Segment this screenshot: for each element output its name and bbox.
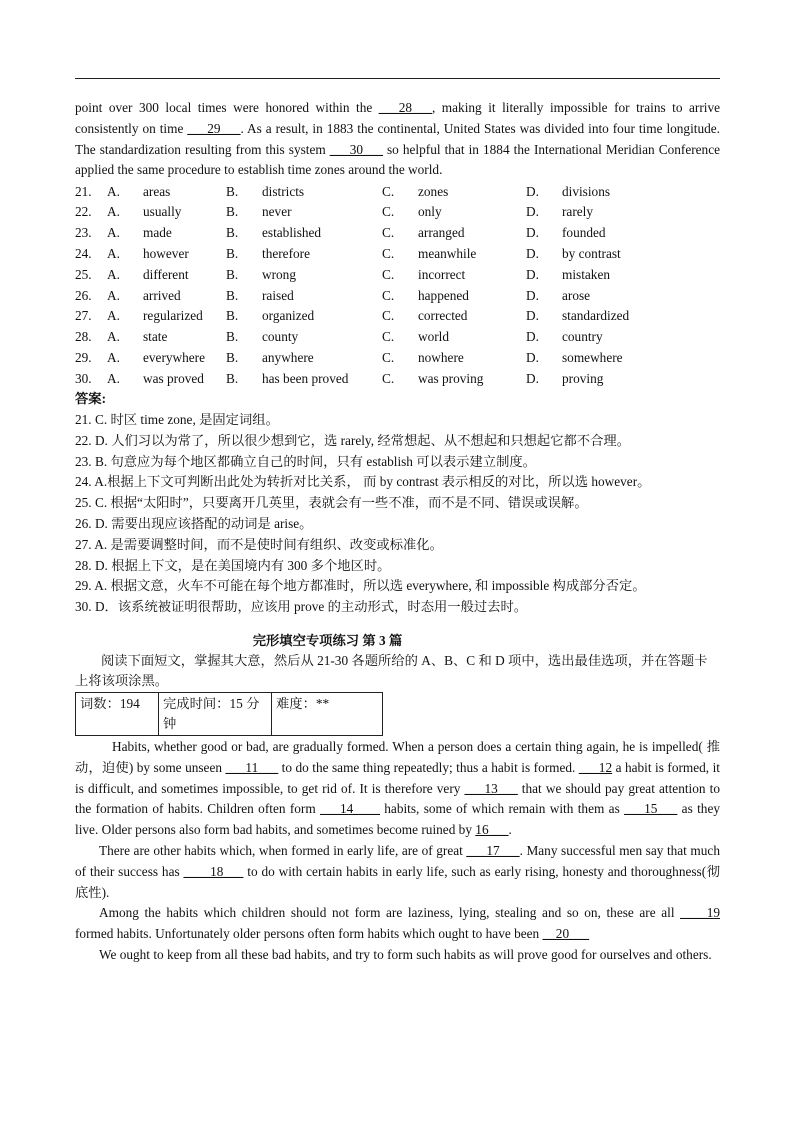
answers-list — [75, 410, 720, 618]
option-b: anywhere — [262, 349, 314, 365]
question-number: 30. — [75, 370, 92, 386]
question-number: 22. — [75, 204, 92, 220]
option-row — [75, 244, 712, 265]
option-c: happened — [418, 287, 469, 303]
option-letter-d: D. — [526, 308, 539, 324]
option-row — [75, 285, 712, 306]
option-row — [75, 223, 712, 244]
option-letter-a: A. — [107, 183, 120, 199]
option-c: nowhere — [418, 349, 464, 365]
option-a: usually — [143, 204, 182, 220]
answer-line: 22. D. 人们习以为常了，所以很少想到它，选 rarely, 经常想起、从不想起和只想起它都不合理。 — [75, 432, 630, 448]
answer-line: 27. A. 是需要调整时间，而不是使时间有组织、改变或标准化。 — [75, 536, 443, 552]
passage-text: a habit is formed, it is difficult, and sometimes impossible, to get rid of. It is therefore very — [75, 759, 720, 796]
passage-ending — [75, 98, 720, 181]
option-letter-c: C. — [382, 225, 395, 241]
option-c: meanwhile — [418, 245, 477, 261]
option-letter-d: D. — [526, 204, 539, 220]
option-letter-d: D. — [526, 225, 539, 241]
page-content — [75, 98, 720, 966]
option-letter-b: B. — [226, 245, 239, 261]
option-row — [75, 306, 712, 327]
option-letter-c: C. — [382, 370, 395, 386]
option-a: however — [143, 245, 189, 261]
option-row — [75, 368, 712, 389]
question-number: 27. — [75, 308, 92, 324]
option-letter-b: B. — [226, 349, 239, 365]
option-row — [75, 348, 712, 369]
option-letter-a: A. — [107, 349, 120, 365]
option-letter-b: B. — [226, 225, 239, 241]
question-number: 23. — [75, 225, 92, 241]
blank-29: ___29___ — [187, 120, 241, 136]
blank-15: ___15___ — [624, 801, 678, 817]
passage-text: formed habits. Unfortunately older persons often form habits which ought to have been — [75, 926, 543, 942]
passage-text: to do the same thing repeatedly; thus a habit is formed. — [278, 759, 579, 775]
option-d: proving — [562, 370, 604, 386]
passage-text: so helpful that in 1884 the International Meridian Conference applied the same procedure to establish time zones around the world. — [75, 141, 720, 178]
option-c: only — [418, 204, 442, 220]
option-b: established — [262, 225, 322, 241]
blank-17: ___17___ — [466, 842, 520, 858]
header-rule — [75, 78, 720, 79]
option-c: corrected — [418, 308, 468, 324]
option-letter-d: D. — [526, 266, 539, 282]
option-a: was proved — [143, 370, 204, 386]
option-b: county — [262, 329, 299, 345]
option-b: districts — [262, 183, 305, 199]
blank-16: 16___ — [475, 822, 509, 838]
passage-text: . As a result, in 1883 the continental, United States was divided into four time longitude. The standardization resulting from this system — [75, 120, 720, 157]
option-b: organized — [262, 308, 315, 324]
section-title: 完形填空专项练习 第 3 篇 — [252, 632, 403, 648]
option-letter-b: B. — [226, 204, 239, 220]
option-letter-d: D. — [526, 349, 539, 365]
blank-30: ___30___ — [329, 141, 383, 157]
difficulty-cell: 难度：** — [272, 692, 383, 735]
passage-text: . Many successful men say that much of their success has — [75, 842, 720, 879]
option-a: areas — [143, 183, 171, 199]
option-d: founded — [562, 225, 606, 241]
answers-heading: 答案: — [75, 391, 107, 407]
answer-line: 30. D．该系统被证明很帮助，应该用 prove 的主动形式，时态用一般过去时。 — [75, 599, 528, 615]
passage-text: , making it literally impossible for trains to arrive consistently on time — [75, 100, 721, 136]
options-table — [75, 181, 712, 389]
option-row — [75, 181, 712, 202]
blank-18: ____18___ — [183, 863, 244, 879]
option-letter-d: D. — [526, 245, 539, 261]
instructions: 阅读下面短文，掌握其大意，然后从 21-30 各题所给的 A、B、C 和 D 项中，选出最佳选项，并在答题卡上将该项涂黑。 — [75, 652, 708, 688]
option-row — [75, 264, 712, 285]
option-c: world — [418, 329, 450, 345]
option-d: by contrast — [562, 245, 621, 261]
option-letter-c: C. — [382, 183, 395, 199]
option-c: zones — [418, 183, 449, 199]
info-table — [75, 692, 383, 736]
option-d: somewhere — [562, 349, 623, 365]
blank-19: ____19 — [680, 905, 720, 921]
question-number: 24. — [75, 245, 92, 261]
option-b: therefore — [262, 245, 310, 261]
option-letter-b: B. — [226, 370, 239, 386]
passage-text: There are other habits which, when formed in early life, are of great — [99, 842, 467, 858]
option-letter-a: A. — [107, 287, 120, 303]
blank-11: ___11___ — [225, 759, 279, 775]
question-number: 28. — [75, 329, 92, 345]
option-letter-c: C. — [382, 204, 395, 220]
option-a: state — [143, 329, 168, 345]
option-b: never — [262, 204, 292, 220]
passage-text: to do with certain habits in early life, such as early rising, honesty and thoroughness(彻底性). — [75, 863, 720, 900]
option-d: mistaken — [562, 266, 611, 282]
option-letter-d: D. — [526, 183, 539, 199]
passage-text: point over 300 local times were honored within the — [75, 100, 379, 115]
passage-text: as they live. Older persons also form bad habits, and sometimes become ruined by — [75, 801, 721, 838]
answer-line: 21. C. 时区 time zone, 是固定词组。 — [75, 411, 279, 427]
option-letter-c: C. — [382, 349, 395, 365]
passage-text: Among the habits which children should not form are laziness, lying, stealing and so on, these are all — [99, 905, 681, 921]
option-letter-c: C. — [382, 266, 395, 282]
option-letter-c: C. — [382, 287, 395, 303]
option-row — [75, 202, 712, 223]
option-letter-c: C. — [382, 329, 395, 345]
option-b: wrong — [262, 266, 296, 282]
time-cell: 完成时间：15 分钟 — [159, 692, 272, 735]
passage3-para-1 — [75, 737, 720, 841]
blank-12: ___12 — [578, 759, 613, 775]
option-d: arose — [562, 287, 591, 303]
question-number: 25. — [75, 266, 92, 282]
option-letter-d: D. — [526, 370, 539, 386]
passage3-para-4: We ought to keep from all these bad habits, and try to form such habits as will prove good for ourselves and others. — [99, 946, 712, 962]
option-letter-b: B. — [226, 183, 239, 199]
option-a: arrived — [143, 287, 181, 303]
word-count-cell: 词数：194 — [76, 692, 159, 735]
option-letter-b: B. — [226, 329, 239, 345]
option-a: everywhere — [143, 349, 206, 365]
option-a: regularized — [143, 308, 203, 324]
answer-line: 23. B. 句意应为每个地区都确立自己的时间，只有 establish 可以表示建立制度。 — [75, 453, 536, 469]
answer-line: 24. A.根据上下文可判断出此处为转折对比关系， 而 by contrast 表示相反的对比，所以选 however。 — [75, 474, 651, 490]
passage3-para-2 — [75, 841, 720, 903]
blank-13: ___13___ — [464, 780, 518, 796]
option-c: was proving — [418, 370, 484, 386]
answer-line: 29. A. 根据文意，火车不可能在每个地方都准时，所以选 everywhere, 和 impossible 构成部分否定。 — [75, 578, 646, 594]
question-number: 26. — [75, 287, 92, 303]
option-letter-a: A. — [107, 266, 120, 282]
question-number: 21. — [75, 183, 92, 199]
option-letter-a: A. — [107, 308, 120, 324]
option-letter-a: A. — [107, 225, 120, 241]
option-letter-a: A. — [107, 245, 120, 261]
option-b: has been proved — [262, 370, 349, 386]
option-letter-b: B. — [226, 287, 239, 303]
option-d: standardized — [562, 308, 630, 324]
option-letter-d: D. — [526, 287, 539, 303]
option-a: made — [143, 225, 172, 241]
blank-20: __20___ — [542, 926, 590, 942]
option-b: raised — [262, 287, 294, 303]
option-letter-a: A. — [107, 204, 120, 220]
passage-text: Habits, whether good or bad, are gradually formed. When a person does a certain thing again, he is impelled( 推动，迫使) by some unseen — [75, 738, 720, 775]
answer-line: 28. D. 根据上下文，是在美国境内有 300 多个地区时。 — [75, 557, 391, 573]
option-c: arranged — [418, 225, 465, 241]
option-letter-b: B. — [226, 308, 239, 324]
passage3-para-3 — [75, 903, 720, 945]
blank-28: ___28___ — [378, 100, 432, 115]
option-letter-a: A. — [107, 329, 120, 345]
option-letter-c: C. — [382, 245, 395, 261]
passage-text: that we should pay great attention to the formation of habits. Children often form — [75, 780, 720, 817]
option-letter-b: B. — [226, 266, 239, 282]
question-number: 29. — [75, 349, 92, 365]
option-a: different — [143, 266, 189, 282]
option-c: incorrect — [418, 266, 466, 282]
option-d: divisions — [562, 183, 611, 199]
passage-text: habits, some of which remain with them as — [379, 801, 625, 817]
option-letter-c: C. — [382, 308, 395, 324]
blank-14: ___14____ — [320, 801, 380, 817]
option-letter-d: D. — [526, 329, 539, 345]
option-d: rarely — [562, 204, 594, 220]
passage-text: . — [508, 822, 512, 838]
option-letter-a: A. — [107, 370, 120, 386]
option-d: country — [562, 329, 603, 345]
answer-line: 26. D. 需要出现应该搭配的动词是 arise。 — [75, 515, 313, 531]
option-row — [75, 327, 712, 348]
answer-line: 25. C. 根据“太阳时”，只要离开几英里，表就会有一些不准，而不是不同、错误或误解。 — [75, 495, 588, 511]
